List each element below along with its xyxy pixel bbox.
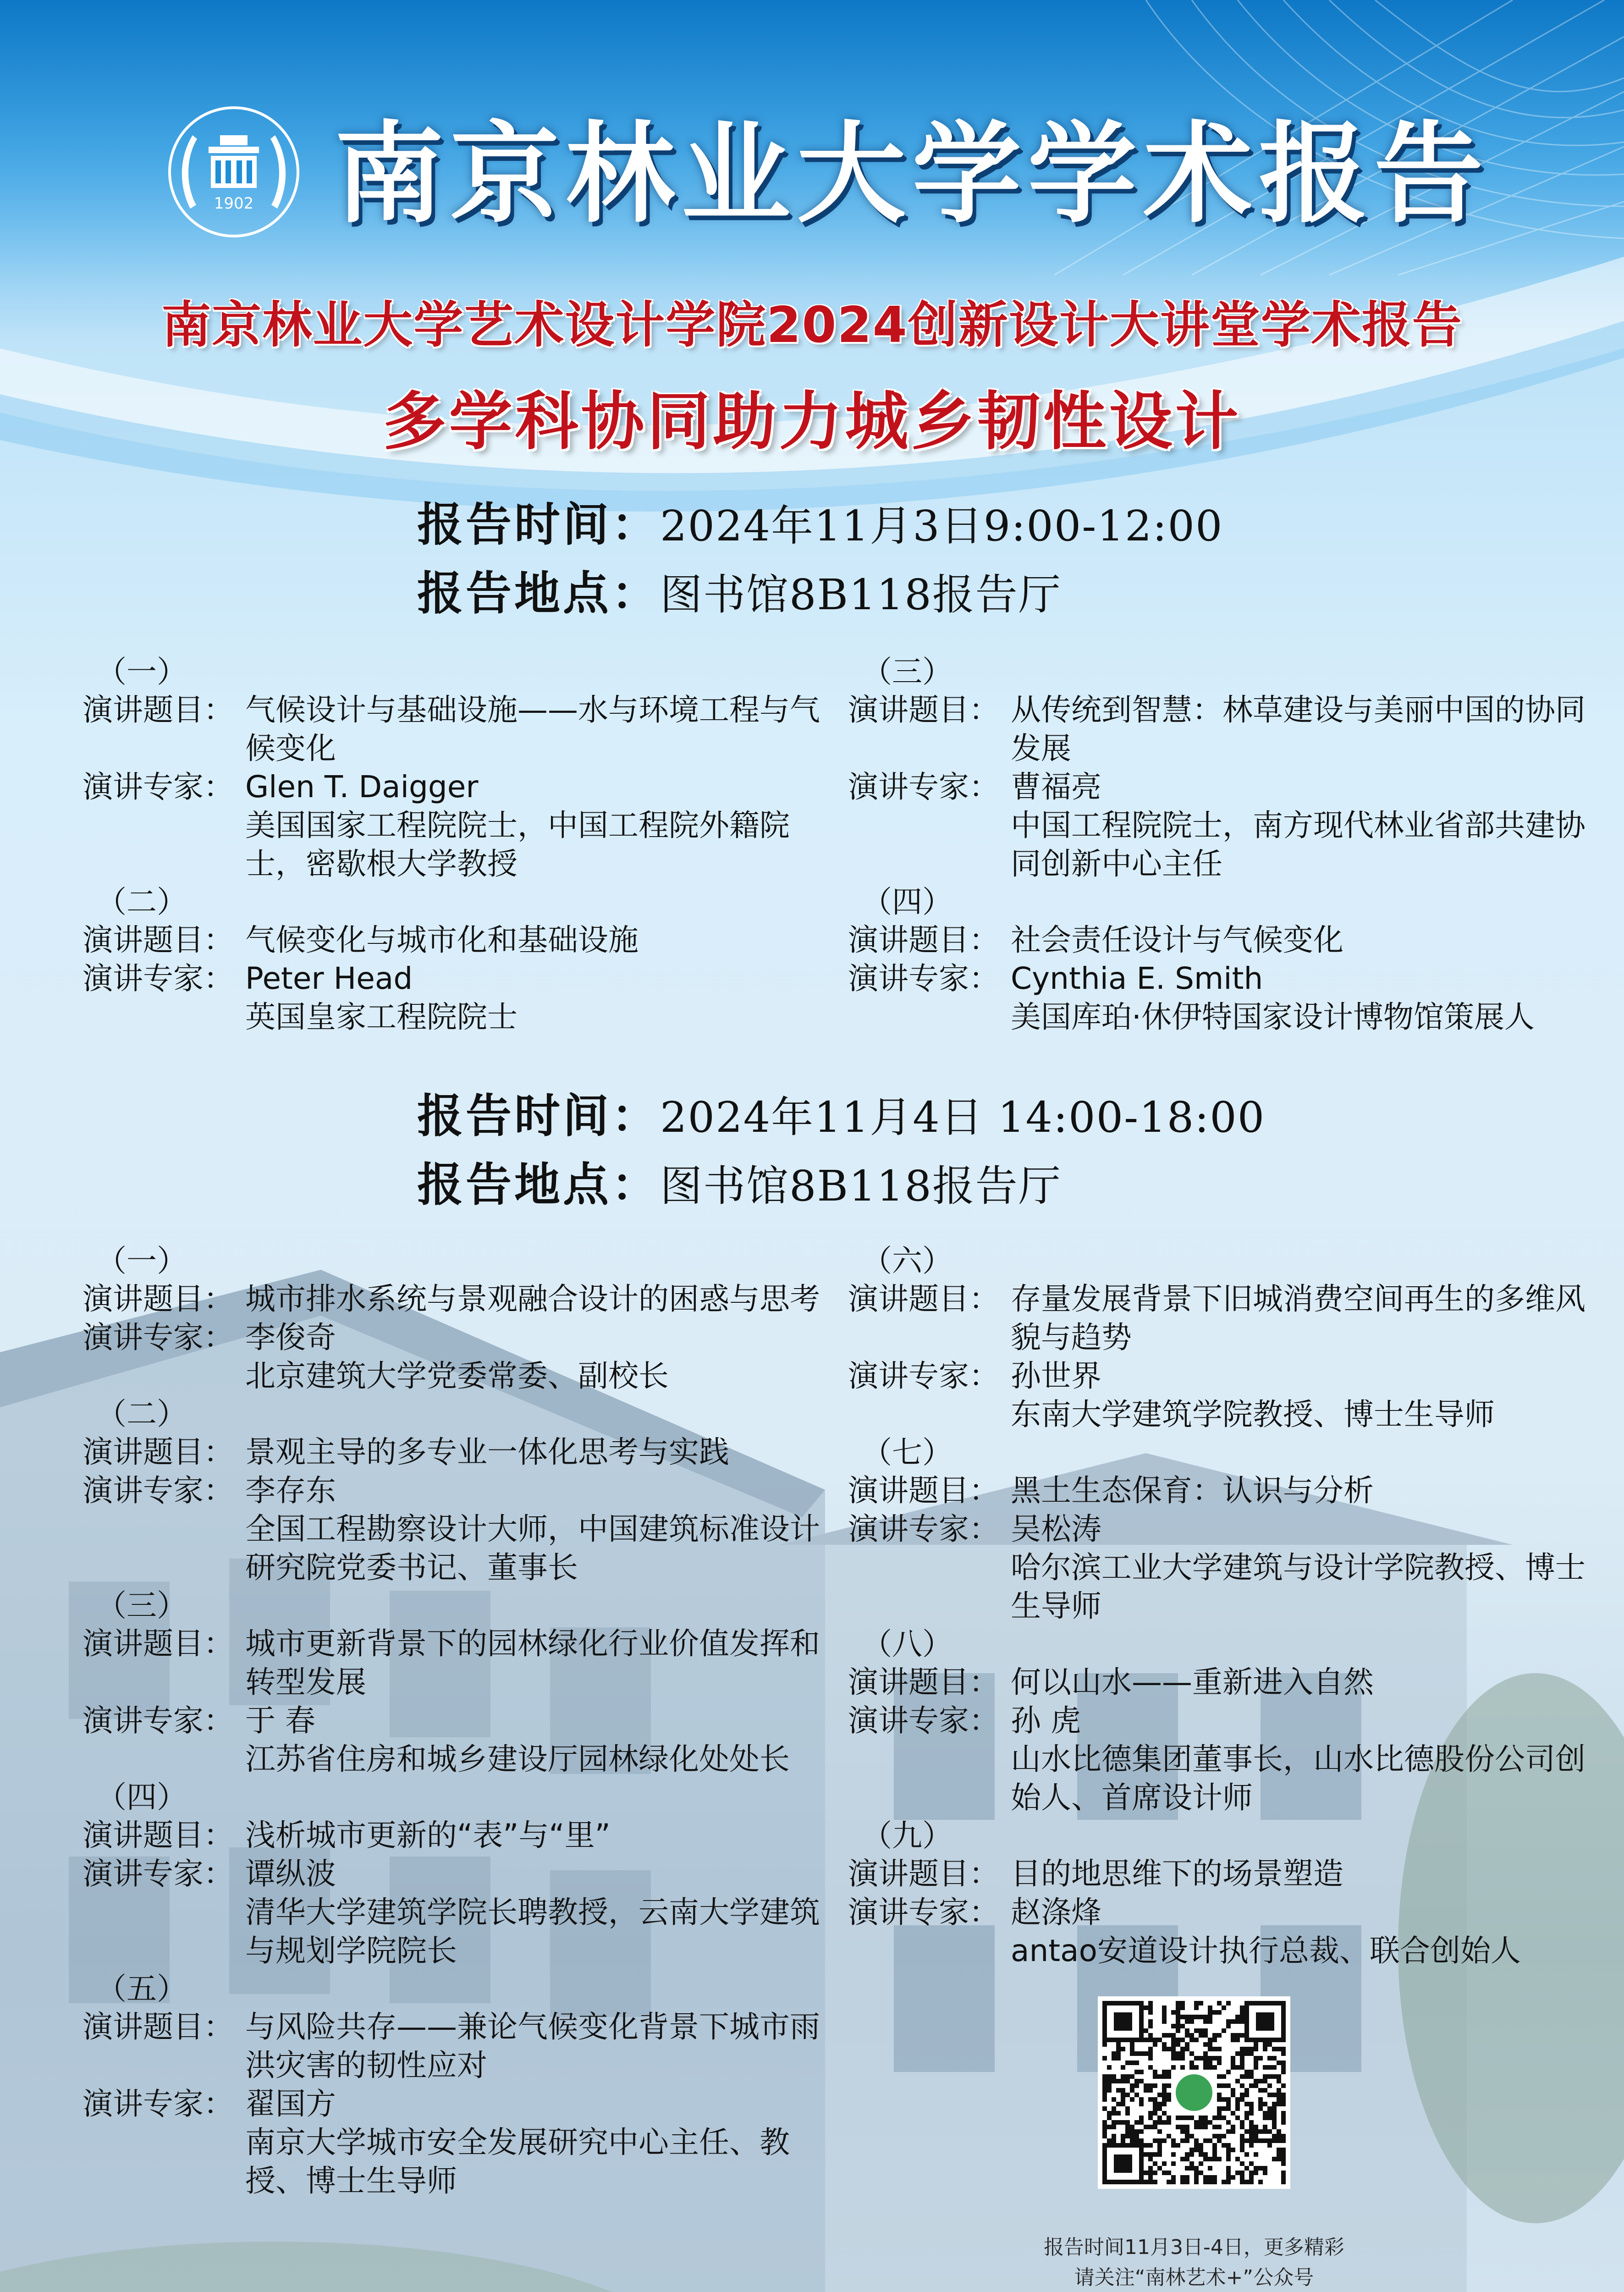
talk-expert-row	[848, 1357, 1604, 1434]
talk-expert-bio: 北京建筑大学党委常委、副校长	[245, 1358, 669, 1394]
talk-expert-label: 演讲专家：	[848, 1511, 999, 1547]
talk-expert-row	[83, 2085, 839, 2200]
talk-title: 气候变化与城市化和基础设施	[245, 922, 639, 958]
session1-left-column	[83, 653, 839, 1036]
talk-title: 目的地思维下的场景塑造	[1011, 1856, 1343, 1891]
session2-place	[417, 1151, 1062, 1219]
talk-expert-bio: antao安道设计执行总裁、联合创始人	[1011, 1933, 1521, 1968]
talk-title: 气候设计与基础设施——水与环境工程与气候变化	[245, 692, 820, 766]
talk-expert-block	[245, 1702, 839, 1779]
university-logo	[165, 103, 303, 241]
main-title: 南京林业大学学术报告	[335, 110, 1490, 238]
qr-caption-line1: 报告时间11月3日-4日，更多精彩	[1044, 2236, 1344, 2259]
talk-title-row	[83, 2008, 839, 2085]
talk-expert-name: 曹福亮	[1011, 769, 1101, 804]
talk-item	[83, 883, 839, 1036]
talk-title-label: 演讲题目：	[83, 1281, 234, 1317]
talk-expert-block	[245, 1471, 839, 1587]
event-topic: 多学科协同助力城乡韧性设计	[383, 385, 1241, 458]
talk-expert-name: Glen T. Daigger	[245, 769, 479, 804]
talk-expert-bio: 清华大学建筑学院长聘教授，云南大学建筑与规划学院院长	[245, 1895, 820, 1968]
talk-item	[848, 653, 1604, 883]
session1-place-value: 图书馆8B118报告厅	[660, 570, 1062, 619]
talk-index: （八）	[862, 1626, 952, 1662]
talk-title-row	[83, 1625, 839, 1702]
talk-expert-block	[1011, 768, 1604, 883]
talk-expert-label: 演讲专家：	[83, 1703, 234, 1738]
talk-title-label: 演讲题目：	[83, 922, 234, 958]
talk-title-label: 演讲题目：	[83, 2009, 234, 2044]
talk-title-row	[848, 1855, 1604, 1893]
session1-time-label: 报告时间：	[417, 498, 660, 551]
talk-title-row	[83, 1280, 839, 1318]
talk-expert-row	[848, 1510, 1604, 1625]
talk-expert-block	[1011, 1357, 1604, 1434]
talk-expert-name: 于 春	[245, 1703, 315, 1738]
logo-year: 1902	[214, 194, 254, 213]
talk-title: 城市排水系统与景观融合设计的困惑与思考	[245, 1281, 820, 1317]
talk-title-label: 演讲题目：	[83, 692, 234, 727]
talk-title: 城市更新背景下的园林绿化行业价值发挥和转型发展	[245, 1626, 820, 1700]
talk-index: （一）	[96, 654, 187, 689]
talk-index: （二）	[96, 1396, 187, 1432]
talk-title-row	[83, 921, 839, 959]
qr-caption-line2: 请关注“南林艺术+”公众号	[1074, 2266, 1314, 2289]
session1-time-value: 2024年11月3日9:00-12:00	[660, 501, 1223, 551]
talk-expert-label: 演讲专家：	[848, 961, 999, 996]
talk-expert-row	[848, 768, 1604, 883]
talk-title: 与风险共存——兼论气候变化背景下城市雨洪灾害的韧性应对	[245, 2009, 820, 2083]
talk-title-label: 演讲题目：	[848, 1281, 999, 1317]
talk-expert-name: 赵涤烽	[1011, 1895, 1101, 1930]
talk-expert-block	[245, 2085, 839, 2200]
talk-expert-row	[83, 1471, 839, 1587]
talk-title-label: 演讲题目：	[848, 922, 999, 958]
talk-expert-row	[848, 959, 1604, 1036]
session2-left-column	[83, 1242, 839, 2200]
talk-item	[848, 1434, 1604, 1625]
talk-expert-row	[83, 1855, 839, 1970]
talk-index: （四）	[862, 884, 952, 920]
session2-place-value: 图书馆8B118报告厅	[660, 1162, 1062, 1211]
talk-item	[83, 1970, 839, 2200]
session2-place-label: 报告地点：	[417, 1158, 660, 1212]
talk-title: 何以山水——重新进入自然	[1011, 1664, 1374, 1700]
talk-expert-bio: 哈尔滨工业大学建筑与设计学院教授、博士生导师	[1011, 1550, 1585, 1624]
talk-expert-bio: 江苏省住房和城乡建设厅园林绿化处处长	[245, 1741, 790, 1777]
talk-expert-label: 演讲专家：	[848, 1358, 999, 1394]
talk-expert-block	[1011, 1893, 1604, 1970]
session1-right-column	[848, 653, 1604, 1036]
session2-time-label: 报告时间：	[417, 1089, 660, 1143]
talk-item	[83, 1587, 839, 1779]
talk-expert-label: 演讲专家：	[83, 769, 234, 804]
talk-expert-name: 翟国方	[245, 2086, 336, 2121]
talk-item	[83, 653, 839, 883]
talk-expert-block	[1011, 959, 1604, 1036]
talk-expert-bio: 美国国家工程院院士，中国工程院外籍院士，密歇根大学教授	[245, 808, 790, 882]
talk-expert-row	[83, 1318, 839, 1395]
event-subtitle: 南京林业大学艺术设计学院2024创新设计大讲堂学术报告	[161, 297, 1463, 354]
talk-expert-label: 演讲专家：	[83, 1856, 234, 1891]
talk-index: （四）	[96, 1780, 187, 1815]
talk-title-row	[848, 1471, 1604, 1510]
talk-expert-row	[848, 1702, 1604, 1817]
talk-index: （三）	[96, 1588, 187, 1623]
talk-item	[83, 1395, 839, 1587]
talk-expert-bio: 山水比德集团董事长，山水比德股份公司创始人、首席设计师	[1011, 1741, 1585, 1815]
talk-expert-label: 演讲专家：	[83, 1320, 234, 1355]
talk-expert-row	[83, 959, 839, 1036]
talk-expert-name: Peter Head	[245, 961, 413, 996]
talk-expert-block	[245, 1855, 839, 1970]
talk-expert-row	[83, 768, 839, 883]
talk-title-label: 演讲题目：	[83, 1818, 234, 1853]
talk-item	[83, 1242, 839, 1395]
talk-title-label: 演讲题目：	[83, 1626, 234, 1661]
talk-expert-block	[245, 768, 839, 883]
talk-expert-block	[245, 1318, 839, 1395]
talk-title-label: 演讲题目：	[83, 1434, 234, 1470]
talk-item	[848, 1625, 1604, 1817]
talk-expert-name: 李存东	[245, 1473, 336, 1508]
talk-index: （三）	[862, 654, 952, 689]
session1-place-label: 报告地点：	[417, 567, 660, 620]
talk-index: （九）	[862, 1818, 952, 1853]
talk-title-row	[848, 1280, 1604, 1357]
talk-expert-name: 孙 虎	[1011, 1703, 1081, 1738]
talk-expert-name: Cynthia E. Smith	[1011, 961, 1263, 996]
talk-title-row	[848, 1663, 1604, 1702]
talk-expert-name: 吴松涛	[1011, 1511, 1101, 1547]
talk-item	[848, 1817, 1604, 1970]
talk-title-row	[83, 691, 839, 768]
talk-title: 从传统到智慧：林草建设与美丽中国的协同发展	[1011, 692, 1585, 766]
talk-index: （六）	[862, 1243, 952, 1278]
session2-right-column	[848, 1242, 1604, 1970]
talk-title-label: 演讲题目：	[848, 1473, 999, 1508]
talk-title: 景观主导的多专业一体化思考与实践	[245, 1434, 729, 1470]
talk-expert-block	[1011, 1702, 1604, 1817]
talk-expert-bio: 南京大学城市安全发展研究中心主任、教授、博士生导师	[245, 2125, 790, 2198]
talk-expert-label: 演讲专家：	[848, 1703, 999, 1738]
talk-expert-bio: 全国工程勘察设计大师，中国建筑标准设计研究院党委书记、董事长	[245, 1511, 820, 1585]
talk-expert-row	[848, 1893, 1604, 1970]
talk-expert-label: 演讲专家：	[83, 1473, 234, 1508]
talk-expert-name: 孙世界	[1011, 1358, 1101, 1394]
talk-index: （二）	[96, 884, 187, 920]
session2-time	[417, 1082, 1265, 1151]
talk-expert-label: 演讲专家：	[83, 2086, 234, 2121]
talk-title: 存量发展背景下旧城消费空间再生的多维风貌与趋势	[1011, 1281, 1585, 1355]
talk-expert-label: 演讲专家：	[83, 961, 234, 996]
talk-expert-bio: 东南大学建筑学院教授、博士生导师	[1011, 1397, 1495, 1432]
talk-title-row	[848, 921, 1604, 959]
session2-time-value: 2024年11月4日 14:00-18:00	[660, 1093, 1266, 1142]
talk-title: 浅析城市更新的“表”与“里”	[245, 1818, 611, 1853]
talk-item	[83, 1779, 839, 1970]
talk-expert-block	[1011, 1510, 1604, 1625]
talk-expert-block	[245, 959, 839, 1036]
talk-expert-bio: 英国皇家工程院院士	[245, 999, 517, 1035]
talk-expert-label: 演讲专家：	[848, 769, 999, 804]
talk-index: （一）	[96, 1243, 187, 1278]
talk-title-label: 演讲题目：	[848, 692, 999, 727]
wechat-qr-code[interactable]	[1098, 1996, 1290, 2189]
talk-item	[848, 1242, 1604, 1434]
talk-index: （七）	[862, 1435, 952, 1470]
talk-title: 社会责任设计与气候变化	[1011, 922, 1343, 958]
talk-expert-name: 谭纵波	[245, 1856, 336, 1891]
session1-place	[417, 559, 1062, 628]
talk-expert-name: 李俊奇	[245, 1320, 336, 1355]
talk-expert-bio: 美国库珀·休伊特国家设计博物馆策展人	[1011, 999, 1535, 1035]
session1-time	[417, 490, 1223, 559]
talk-title-row	[83, 1433, 839, 1471]
talk-index: （五）	[96, 1971, 187, 2006]
talk-title-label: 演讲题目：	[848, 1856, 999, 1891]
talk-expert-row	[83, 1702, 839, 1779]
talk-expert-label: 演讲专家：	[848, 1895, 999, 1930]
qr-caption	[953, 2232, 1435, 2292]
talk-title: 黑土生态保育：认识与分析	[1011, 1473, 1374, 1508]
talk-title-row	[83, 1816, 839, 1855]
talk-title-row	[848, 691, 1604, 768]
talk-item	[848, 883, 1604, 1036]
talk-title-label: 演讲题目：	[848, 1664, 999, 1700]
talk-expert-bio: 中国工程院院士，南方现代林业省部共建协同创新中心主任	[1011, 808, 1585, 882]
